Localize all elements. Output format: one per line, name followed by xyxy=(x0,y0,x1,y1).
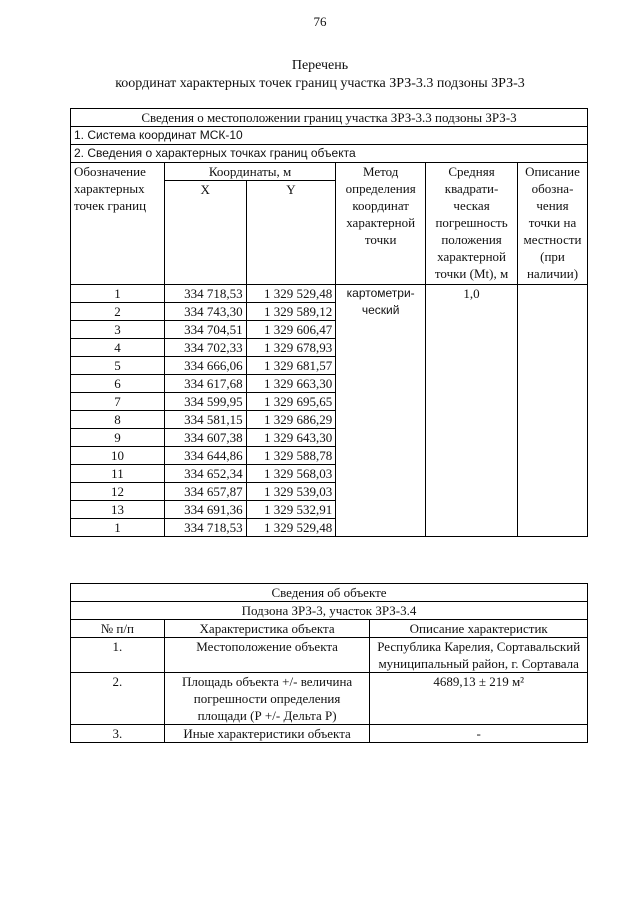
coord-x: 334 704,51 xyxy=(164,321,246,339)
table-row xyxy=(71,673,588,725)
coord-x: 334 691,36 xyxy=(164,501,246,519)
coordinates-table xyxy=(70,108,588,537)
coord-y: 1 329 539,03 xyxy=(246,483,336,501)
coord-x: 334 607,38 xyxy=(164,429,246,447)
characteristic: Местоположение объекта xyxy=(164,638,370,673)
header-coordinates: Координаты, м xyxy=(164,163,335,181)
header-characteristic: Характеристика объекта xyxy=(164,620,370,638)
header-number: № п/п xyxy=(71,620,165,638)
coord-y: 1 329 568,03 xyxy=(246,465,336,483)
coord-y: 1 329 643,30 xyxy=(246,429,336,447)
coord-x: 334 581,15 xyxy=(164,411,246,429)
object-table-caption: Сведения об объекте xyxy=(71,584,588,602)
header-error: Средняя квадрати-ческая погрешность положения характерной точки (Mt), м xyxy=(426,163,518,285)
header-characteristic-description: Описание характеристик xyxy=(370,620,588,638)
header-method: Метод определения координат характерной точки xyxy=(336,163,426,285)
point-number: 13 xyxy=(71,501,165,519)
coord-x: 334 666,06 xyxy=(164,357,246,375)
coord-x: 334 702,33 xyxy=(164,339,246,357)
point-number: 2 xyxy=(71,303,165,321)
point-description xyxy=(518,285,588,537)
coord-y: 1 329 589,12 xyxy=(246,303,336,321)
point-number: 5 xyxy=(71,357,165,375)
coord-y: 1 329 678,93 xyxy=(246,339,336,357)
point-number: 4 xyxy=(71,339,165,357)
table-row xyxy=(71,285,588,303)
coord-y: 1 329 529,48 xyxy=(246,519,336,537)
method-value: картометри-ческий xyxy=(336,285,426,537)
point-number: 11 xyxy=(71,465,165,483)
coord-x: 334 657,87 xyxy=(164,483,246,501)
table-row xyxy=(71,638,588,673)
coord-x: 334 617,68 xyxy=(164,375,246,393)
row-number: 2. xyxy=(71,673,165,725)
characteristic: Иные характеристики объекта xyxy=(164,725,370,743)
coord-x: 334 599,95 xyxy=(164,393,246,411)
object-info-table xyxy=(70,583,588,743)
row-number: 3. xyxy=(71,725,165,743)
row-number: 1. xyxy=(71,638,165,673)
point-number: 7 xyxy=(71,393,165,411)
coord-y: 1 329 695,65 xyxy=(246,393,336,411)
header-x: X xyxy=(164,181,246,285)
coord-x: 334 718,53 xyxy=(164,519,246,537)
coord-y: 1 329 529,48 xyxy=(246,285,336,303)
coord-x: 334 644,86 xyxy=(164,447,246,465)
coord-y: 1 329 663,30 xyxy=(246,375,336,393)
coord-y: 1 329 686,29 xyxy=(246,411,336,429)
coord-x: 334 743,30 xyxy=(164,303,246,321)
characteristic-description: - xyxy=(370,725,588,743)
point-number: 1 xyxy=(71,285,165,303)
coord-y: 1 329 681,57 xyxy=(246,357,336,375)
error-value: 1,0 xyxy=(426,285,518,537)
point-number: 6 xyxy=(71,375,165,393)
point-number: 8 xyxy=(71,411,165,429)
characteristic-description: 4689,13 ± 219 м² xyxy=(370,673,588,725)
header-designation: Обозначение характерных точек границ xyxy=(71,163,165,285)
header-description: Описание обозна-чения точки на местности (при наличии) xyxy=(518,163,588,285)
point-number: 3 xyxy=(71,321,165,339)
coord-y: 1 329 532,91 xyxy=(246,501,336,519)
table-row xyxy=(71,725,588,743)
point-number: 12 xyxy=(71,483,165,501)
point-number: 9 xyxy=(71,429,165,447)
coord-y: 1 329 606,47 xyxy=(246,321,336,339)
title-line-1: Перечень xyxy=(291,58,349,73)
title-line-2: координат характерных точек границ участка ЗРЗ-3.3 подзоны ЗРЗ-3 xyxy=(115,76,525,91)
coord-x: 334 652,34 xyxy=(164,465,246,483)
page-number: 76 xyxy=(313,14,327,29)
header-y: Y xyxy=(246,181,336,285)
table-caption: Сведения о местоположении границ участка ЗРЗ-3.3 подзоны ЗРЗ-3 xyxy=(71,109,588,127)
object-table-subcaption: Подзона ЗРЗ-3, участок ЗРЗ-3.4 xyxy=(71,602,588,620)
characteristic-description: Республика Карелия, Сортавальский муниципальный район, г. Сортавала xyxy=(370,638,588,673)
section-coordinate-system: 1. Система координат МСК-10 xyxy=(71,127,588,145)
section-points-info: 2. Сведения о характерных точках границ объекта xyxy=(71,145,588,163)
characteristic: Площадь объекта +/- величина погрешности определения площади (Р +/- Дельта Р) xyxy=(164,673,370,725)
point-number: 1 xyxy=(71,519,165,537)
coord-y: 1 329 588,78 xyxy=(246,447,336,465)
document-title xyxy=(0,57,640,93)
point-number: 10 xyxy=(71,447,165,465)
coord-x: 334 718,53 xyxy=(164,285,246,303)
